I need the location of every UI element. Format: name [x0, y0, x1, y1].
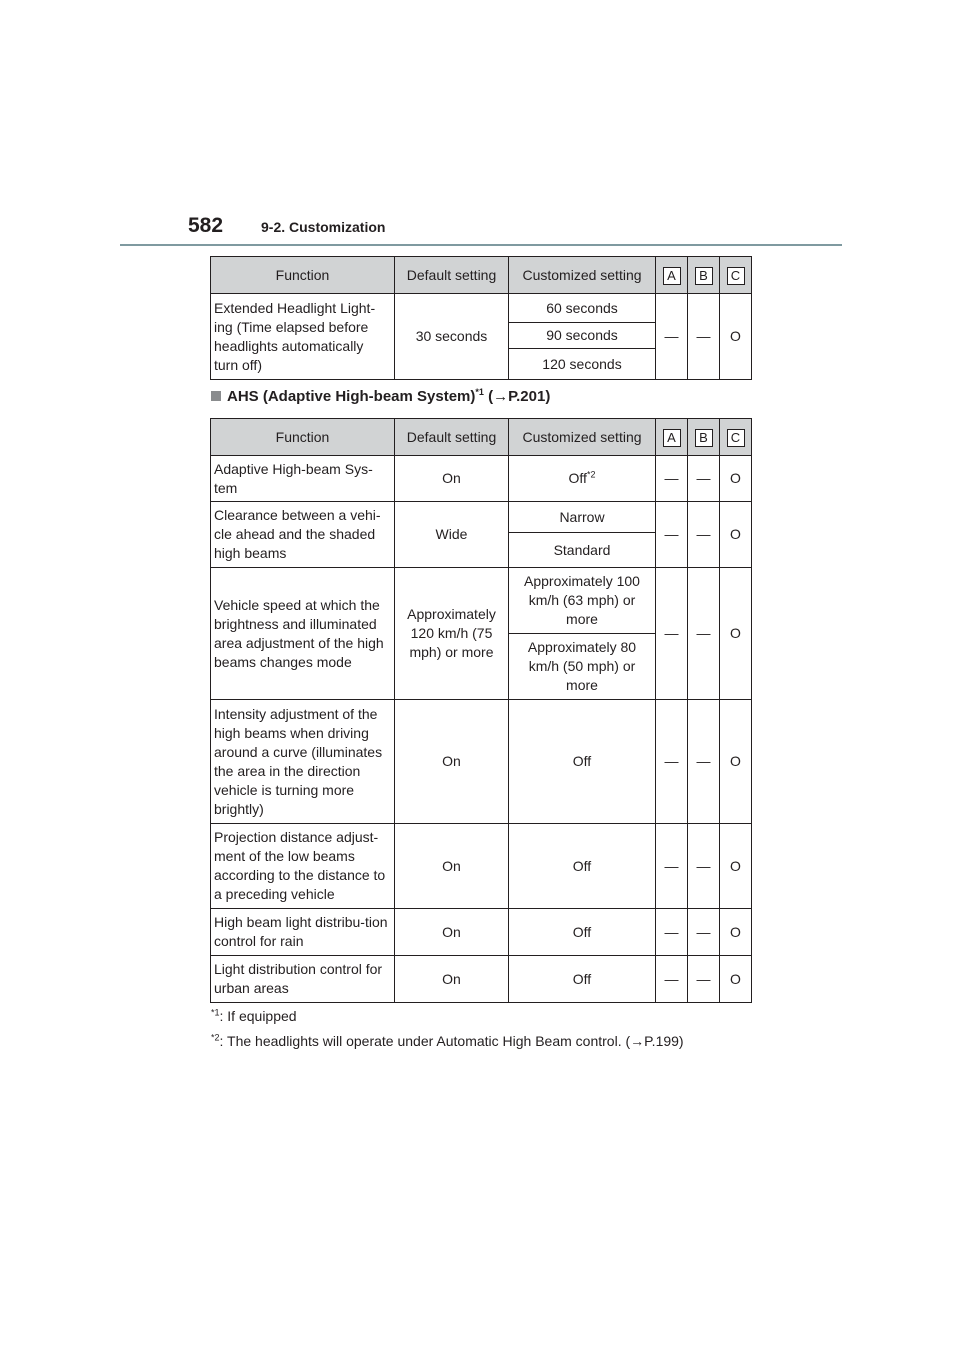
table-row [211, 502, 752, 533]
letter-b-badge: B [695, 267, 713, 285]
c-cell: O [720, 502, 752, 568]
default-cell: Wide [395, 502, 509, 568]
default-cell: On [395, 700, 509, 824]
column-header-function: Function [211, 257, 395, 294]
a-cell: — [656, 956, 688, 1003]
function-cell: Clearance between a vehi-cle ahead and the shaded high beams [211, 502, 395, 568]
a-cell: — [656, 502, 688, 568]
function-cell: High beam light distribu-tion control for rain [211, 909, 395, 956]
b-cell: — [688, 909, 720, 956]
b-cell: — [688, 700, 720, 824]
footnote-marker: *1 [211, 1007, 220, 1018]
page-number: 582 [188, 214, 224, 237]
headlight-settings-table [210, 256, 752, 380]
option-cell: Approximately 80 km/h (50 mph) or more [509, 634, 656, 700]
option-cell: Standard [509, 533, 656, 568]
option-cell: 60 seconds [509, 294, 656, 323]
table-row [211, 568, 752, 634]
b-cell: — [688, 502, 720, 568]
customized-cell: Off [509, 909, 656, 956]
column-header-a [656, 257, 688, 294]
default-cell: On [395, 909, 509, 956]
table-header-row [211, 419, 752, 456]
letter-a-badge: A [663, 267, 681, 285]
option-cell: 90 seconds [509, 323, 656, 349]
c-cell: O [720, 956, 752, 1003]
b-cell: — [688, 456, 720, 502]
table-row [211, 824, 752, 909]
customized-cell [509, 456, 656, 502]
default-cell: On [395, 456, 509, 502]
footnote-text: : If equipped [219, 1008, 297, 1024]
section-title: 9-2. Customization [261, 219, 386, 235]
footnote-marker: *1 [475, 387, 484, 397]
ahs-title: AHS (Adaptive High-beam System) [227, 388, 476, 405]
function-cell: Vehicle speed at which the brightness and illuminated area adjustment of the high beams changes mode [211, 568, 395, 700]
function-cell: Extended Headlight Light-ing (Time elapsed before headlights automatically turn off) [211, 294, 395, 380]
function-cell: Intensity adjustment of the high beams when driving around a curve (illuminates the area in the direction vehicle is turning more brightly) [211, 700, 395, 824]
b-cell: — [688, 294, 720, 380]
table-row [211, 909, 752, 956]
table-row [211, 294, 752, 323]
c-cell: O [720, 824, 752, 909]
a-cell: — [656, 824, 688, 909]
column-header-b [688, 419, 720, 456]
footnote-marker: *2 [211, 1032, 220, 1043]
option-cell: Narrow [509, 502, 656, 533]
c-cell: O [720, 909, 752, 956]
customized-cell: Off [509, 824, 656, 909]
customized-cell: Off [509, 956, 656, 1003]
b-cell: — [688, 568, 720, 700]
column-header-c [720, 419, 752, 456]
ahs-section-heading [211, 388, 550, 405]
table-header-row [211, 257, 752, 294]
a-cell: — [656, 909, 688, 956]
letter-a-badge: A [663, 429, 681, 447]
default-cell: 30 seconds [395, 294, 509, 380]
page-reference-link[interactable]: (→P.201) [483, 388, 551, 405]
column-header-a [656, 419, 688, 456]
b-cell: — [688, 956, 720, 1003]
column-header-function: Function [211, 419, 395, 456]
b-cell: — [688, 824, 720, 909]
letter-c-badge: C [727, 429, 745, 447]
c-cell: O [720, 456, 752, 502]
function-cell: Adaptive High-beam Sys-tem [211, 456, 395, 502]
a-cell: — [656, 456, 688, 502]
customized-value: Off [568, 470, 587, 486]
function-cell: Projection distance adjust-ment of the low beams according to the distance to a preceding vehicle [211, 824, 395, 909]
option-cell: Approximately 100 km/h (63 mph) or more [509, 568, 656, 634]
table-row [211, 700, 752, 824]
column-header-default: Default setting [395, 257, 509, 294]
a-cell: — [656, 700, 688, 824]
column-header-c [720, 257, 752, 294]
function-cell: Light distribution control for urban areas [211, 956, 395, 1003]
column-header-b [688, 257, 720, 294]
column-header-customized: Customized setting [509, 419, 656, 456]
customized-cell: Off [509, 700, 656, 824]
c-cell: O [720, 294, 752, 380]
default-cell: On [395, 956, 509, 1003]
header-divider [120, 244, 842, 246]
c-cell: O [720, 700, 752, 824]
letter-c-badge: C [727, 267, 745, 285]
default-cell: On [395, 824, 509, 909]
footnote-text: : The headlights will operate under Automatic High Beam control. (→P.199) [219, 1033, 684, 1049]
footnote-1 [211, 1008, 297, 1024]
table-row [211, 456, 752, 502]
footnote-marker: *2 [586, 469, 596, 480]
a-cell: — [656, 294, 688, 380]
column-header-customized: Customized setting [509, 257, 656, 294]
option-cell: 120 seconds [509, 349, 656, 380]
square-bullet-icon [211, 391, 221, 401]
column-header-default: Default setting [395, 419, 509, 456]
ahs-settings-table [210, 418, 752, 1003]
default-cell: Approximately 120 km/h (75 mph) or more [395, 568, 509, 700]
letter-b-badge: B [695, 429, 713, 447]
footnote-2 [211, 1033, 684, 1049]
c-cell: O [720, 568, 752, 700]
table-row [211, 956, 752, 1003]
a-cell: — [656, 568, 688, 700]
